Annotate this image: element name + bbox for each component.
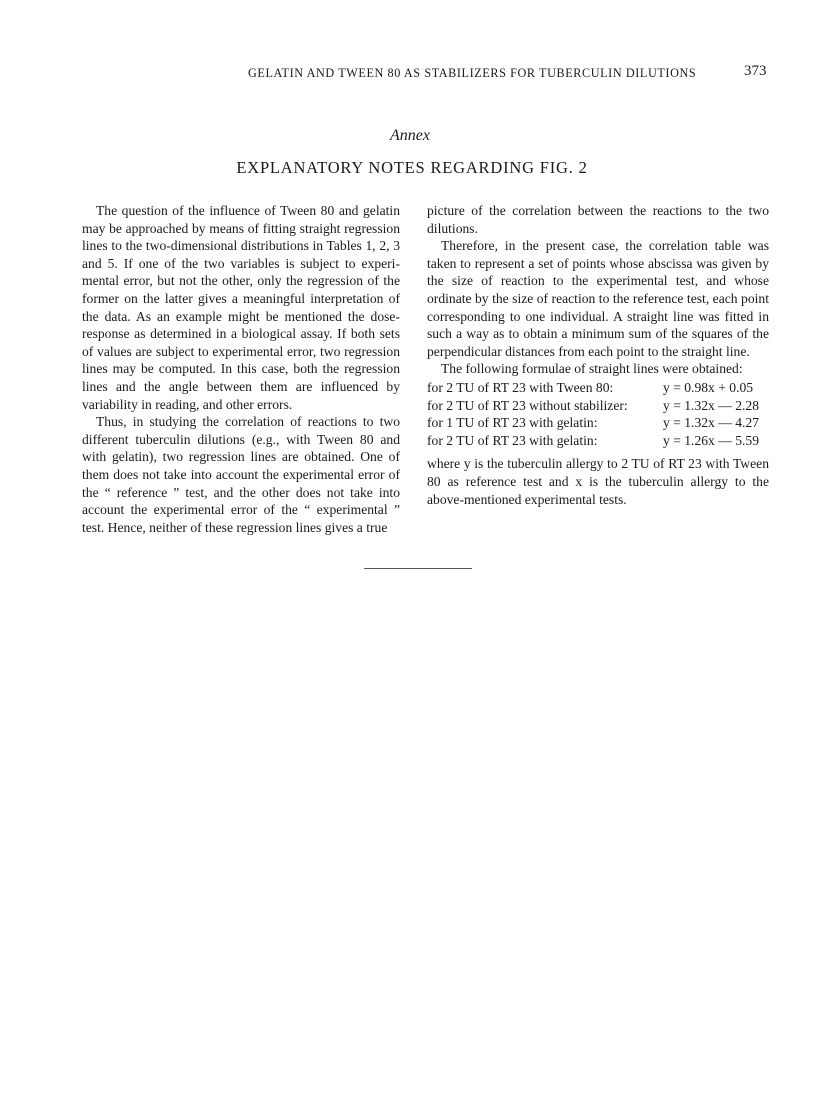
paragraph: picture of the correlation between the reactions to the two dilutions. [427,203,769,236]
left-column [82,202,400,536]
closing-paragraph: where y is the tuberculin allergy to 2 TU of RT 23 with Tween 80 as reference test and x is the tuberculin allergy to the above-mentioned experimental tests. [427,456,769,507]
formula-equation: y = 1.32x — 2.28 [663,397,760,413]
formula-row [427,397,769,415]
formula-equation: y = 1.32x — 4.27 [663,415,760,431]
formula-row [427,379,769,397]
formula-list [427,379,769,449]
paragraph: Therefore, in the present case, the correlation table was taken to represent a set of points whose abscissa was given by the size of reaction to the experimental test, and whose ordinate by the size of reaction to the reference test, each point corresponding to one individual. A straight line was fitted in such a way as to obtain a minimum sum of the squares of the perpendicular distances from each point to the straight line. [427,238,769,359]
formula-row [427,414,769,432]
annex-title: EXPLANATORY NOTES REGARDING FIG. 2 [236,158,588,177]
annex-label: Annex [390,127,430,144]
formula-row [427,432,769,450]
formula-label: for 2 TU of RT 23 with gelatin: [427,432,598,448]
page-number: 373 [744,63,767,79]
formula-equation: y = 1.26x — 5.59 [663,432,760,448]
paragraph: Thus, in studying the correlation of reactions to two different tuberculin dilutions (e.g., with Tween 80 and with gelatin), two regression lines are obtained. One of them does not take into account the experimental error of the “ reference ” test, and the other does not take into account the experimental error of the “ experimental ” test. Hence, neither of these regression lines gives a true [82,414,400,535]
running-head: GELATIN AND TWEEN 80 AS STABILIZERS FOR TUBERCULIN DILUTIONS [248,66,697,80]
right-column [427,202,769,508]
formula-label: for 2 TU of RT 23 with Tween 80: [427,379,614,395]
formula-equation: y = 0.98x + 0.05 [663,379,754,395]
formula-label: for 1 TU of RT 23 with gelatin: [427,415,598,431]
formula-intro: The following formulae of straight lines were obtained: [441,361,743,377]
paragraph: The question of the influence of Tween 80 and gelatin may be approached by means of fitting straight regression lines to the two-dimensional distributions in Tables 1, 2, 3 and 5. If one of the two variables is subject to experimental error, but not the other, only the regression of the former on the latter gives a meaningful interpretation of the data. As an example might be mentioned the dose-response as determined in a biological assay. If both sets of values are subject to experimental error, two regression lines may be computed. In this case, both the regression lines and the angle between them are influenced by variability in reading, and other errors. [82,203,400,412]
end-rule [364,568,472,569]
formula-label: for 2 TU of RT 23 without stabilizer: [427,397,628,413]
